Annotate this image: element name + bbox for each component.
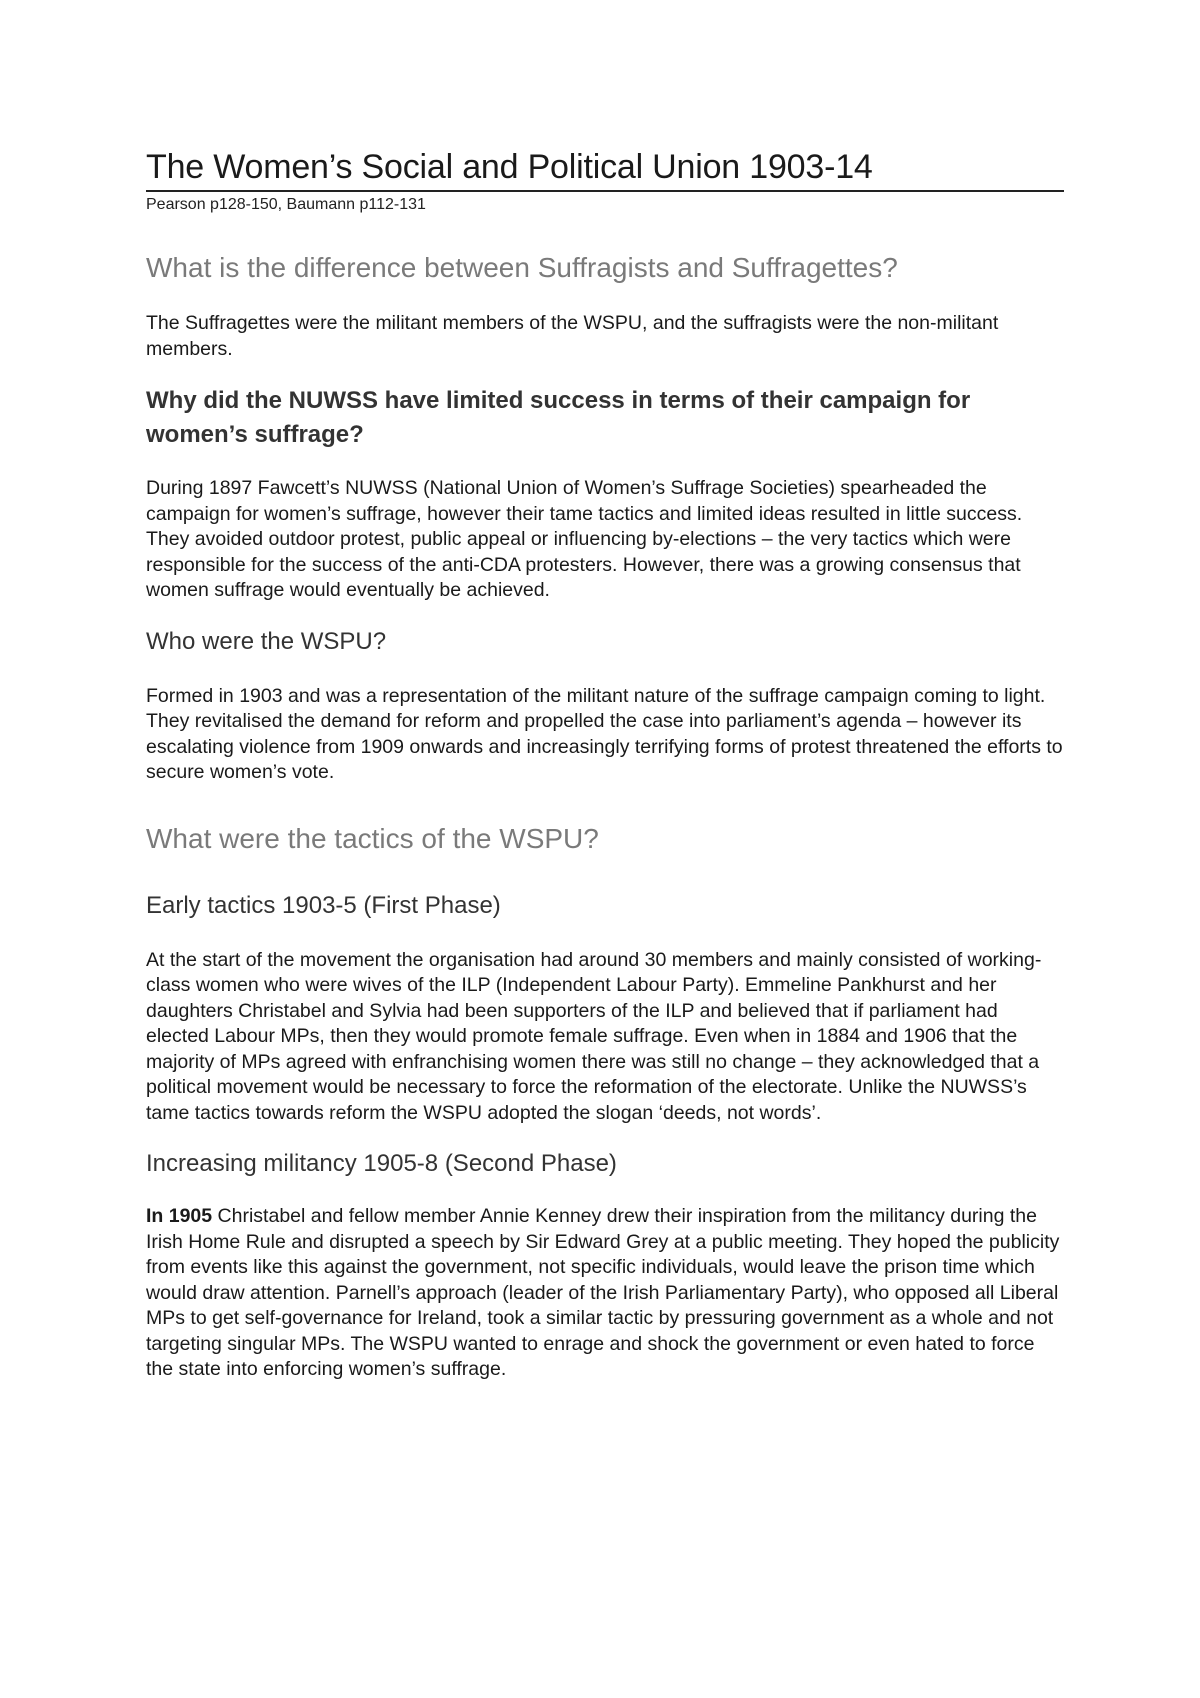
document-page [146,146,1064,1383]
heading-tactics: What were the tactics of the WSPU? [146,822,599,854]
paragraph-difference: The Suffragettes were the militant members of the WSPU, and the suffragists were the non-militant members. [146,312,999,360]
paragraph-early-tactics: At the start of the movement the organisation had around 30 members and mainly consisted of working-class women who were wives of the ILP (Independent Labour Party). Emmeline Pankhurst and her daughters Christabel and Sylvia had been supporters of the ILP and believed that if parliament had elected Labour MPs, then they would promote female suffrage. Even when in 1884 and 1906 that the majority of MPs agreed with enfranchising women there was still no change – they acknowledged that a political movement would be necessary to force the reformation of the electorate. Unlike the NUWSS’s tame tactics towards reform the WSPU adopted the slogan ‘deeds, not words’. [146,948,1042,1124]
document-subtitle: Pearson p128-150, Baumann p112-131 [146,196,426,213]
heading-who-wspu: Who were the WSPU? [146,627,387,655]
paragraph-lead-year: In 1905 [146,1205,213,1227]
heading-nuwss: Why did the NUWSS have limited success in terms of their campaign for women’s suffrage? [146,387,971,448]
paragraph-militancy-body: Christabel and fellow member Annie Kenney drew their inspiration from the militancy during the Irish Home Rule and disrupted a speech by Sir Edward Grey at a public meeting. They hoped the publicity from events like this against the government, not specific individuals, would leave the prison time which would draw attention. Parnell’s approach (leader of the Irish Parliamentary Party), who opposed all Liberal MPs to get self-governance for Ireland, took a similar tactic by pressuring government as a whole and not targeting singular MPs. The WSPU wanted to enrage and shock the government or even hated to force the state into enforcing women’s suffrage. [146,1205,1060,1380]
heading-increasing-militancy: Increasing militancy 1905-8 (Second Phase) [146,1150,617,1177]
paragraph-increasing-militancy [146,1204,1064,1383]
heading-difference: What is the difference between Suffragists and Suffragettes? [146,252,898,283]
heading-early-tactics: Early tactics 1903-5 (First Phase) [146,891,501,919]
document-title: The Women’s Social and Political Union 1903-14 [146,146,1064,192]
paragraph-who-wspu: Formed in 1903 and was a representation of the militant nature of the suffrage campaign coming to light. They revitalised the demand for reform and propelled the case into parliament’s agenda – however its escalating violence from 1909 onwards and increasingly terrifying forms of protest threatened the efforts to secure women’s vote. [146,684,1063,783]
paragraph-nuwss: During 1897 Fawcett’s NUWSS (National Union of Women’s Suffrage Societies) spearheaded the campaign for women’s suffrage, however their tame tactics and limited ideas resulted in little success. They avoided outdoor protest, public appeal or influencing by-elections – the very tactics which were responsible for the success of the anti-CDA protesters. However, there was a growing consensus that women suffrage would eventually be achieved. [146,477,1023,601]
